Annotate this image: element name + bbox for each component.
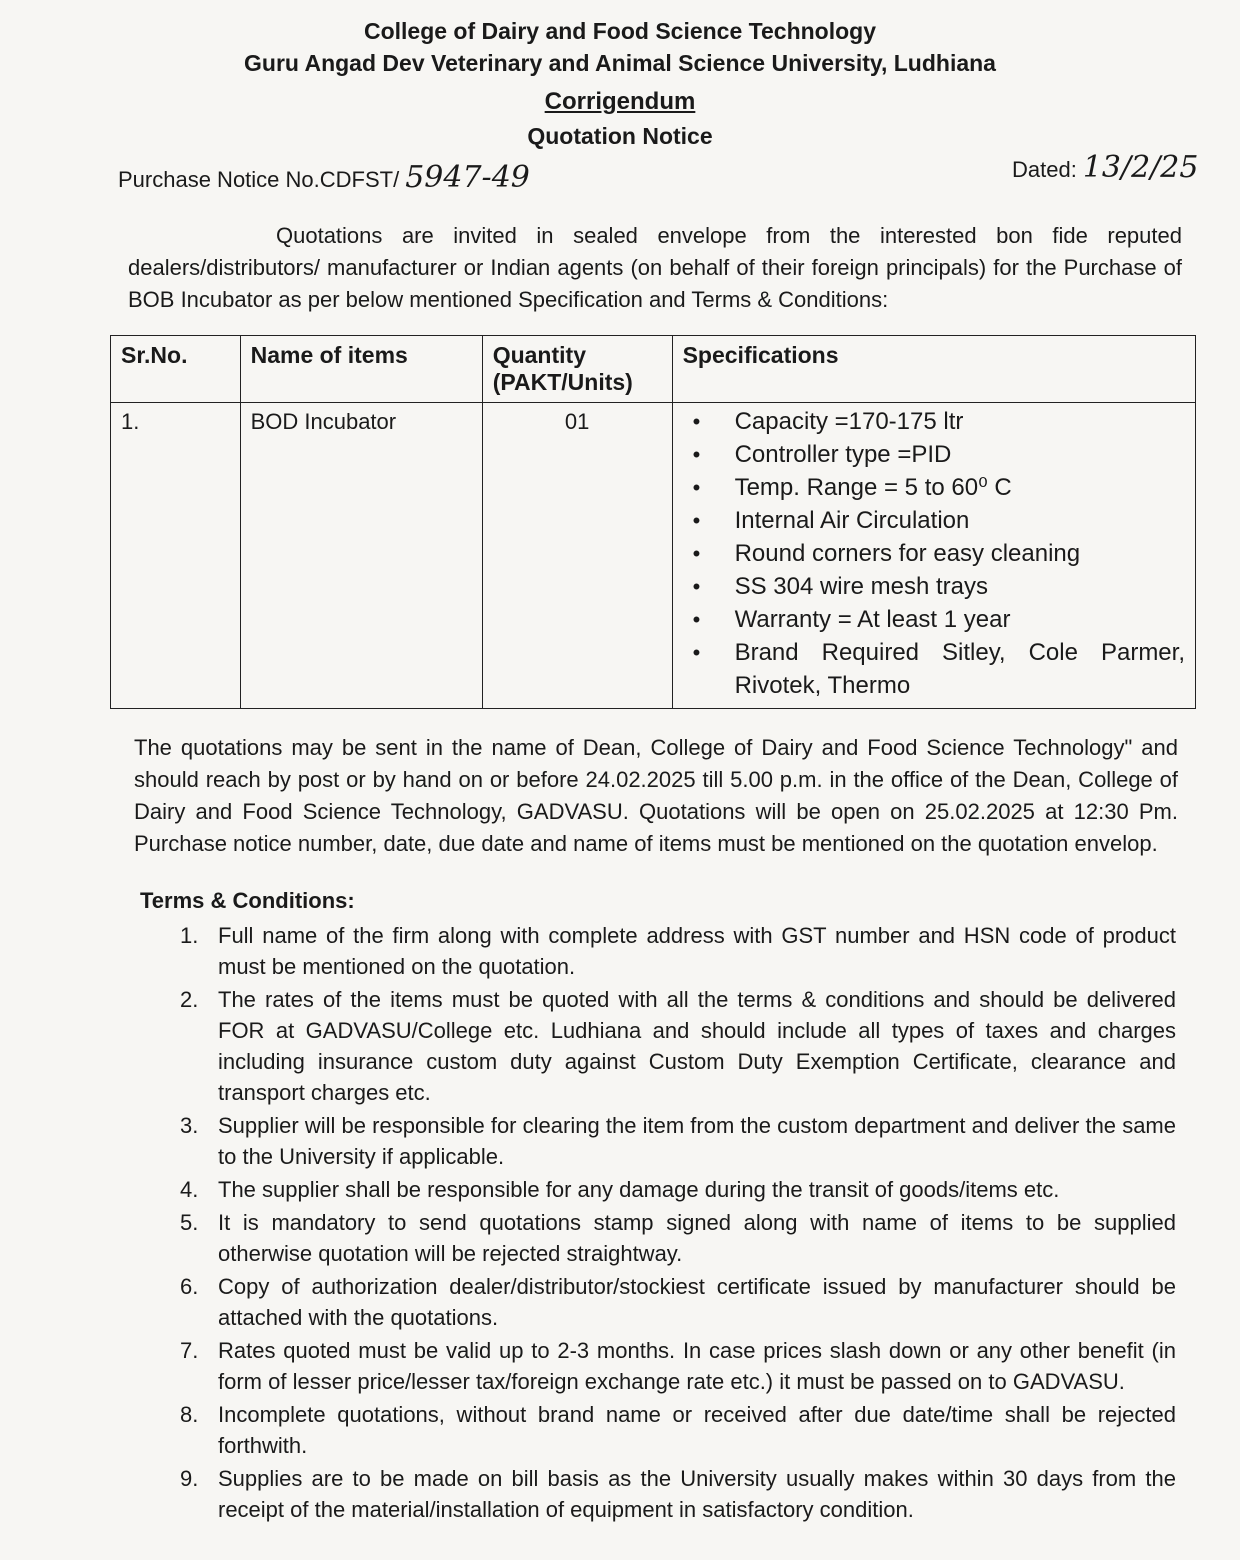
- term-number: 7.: [180, 1338, 199, 1363]
- list-item: [180, 1110, 1176, 1172]
- list-item: [180, 1463, 1176, 1525]
- cell-quantity: 01: [482, 403, 672, 709]
- term-number: 2.: [180, 987, 199, 1012]
- term-text: Incomplete quotations, without brand name or received after due date/time shall be rejected forthwith.: [218, 1402, 1176, 1458]
- term-text: Supplies are to be made on bill basis as the University usually makes within 30 days from the receipt of the material/installation of equipment in satisfactory condition.: [218, 1466, 1176, 1522]
- list-item: [180, 984, 1176, 1108]
- spec-item: • Brand Required Sitley, Cole Parmer, Rivotek, Thermo: [735, 636, 1185, 702]
- term-number: 4.: [180, 1177, 199, 1202]
- term-number: 9.: [180, 1466, 199, 1491]
- submission-paragraph: The quotations may be sent in the name of Dean, College of Dairy and Food Science Technology" and should reach by post or by hand on or before 24.02.2025 till 5.00 p.m. in the office of the Dean, College of Dairy and Food Science Technology, GADVASU. Quotations will be open on 25.02.2025 at 12:30 Pm. Purchase notice number, date, due date and name of items must be mentioned on the quotation envelop.: [134, 735, 1178, 856]
- list-item: [180, 1207, 1176, 1269]
- term-number: 5.: [180, 1210, 199, 1235]
- term-number: 6.: [180, 1274, 199, 1299]
- header-item-name: Name of items: [240, 336, 482, 403]
- term-text: Full name of the firm along with complete address with GST number and HSN code of product must be mentioned on the quotation.: [218, 923, 1176, 979]
- term-text: It is mandatory to send quotations stamp signed along with name of items to be supplied otherwise quotation will be rejected straightway.: [218, 1210, 1176, 1266]
- term-number: 1.: [180, 923, 199, 948]
- header-quantity: Quantity (PAKT/Units): [482, 336, 672, 403]
- spec-list: [683, 405, 1185, 702]
- term-text: Copy of authorization dealer/distributor/stockiest certificate issued by manufacturer should be attached with the quotations.: [218, 1274, 1176, 1330]
- notice-number-handwritten: 5947-49: [405, 160, 530, 195]
- college-name: College of Dairy and Food Science Technology: [363, 18, 877, 44]
- term-number: 8.: [180, 1402, 199, 1427]
- table-header-row: [111, 336, 1196, 403]
- header-srno: Sr.No.: [111, 336, 241, 403]
- term-number: 3.: [180, 1113, 199, 1138]
- cell-specifications: [672, 403, 1195, 709]
- table-row: [111, 403, 1196, 709]
- notice-label: Purchase Notice No.CDFST/: [118, 167, 400, 192]
- terms-title: Terms & Conditions:: [140, 888, 355, 913]
- cell-srno: 1.: [111, 403, 241, 709]
- intro-paragraph: Quotations are invited in sealed envelope from the interested bon fide reputed dealers/distributors/ manufacturer or Indian agents (on behalf of their foreign principals) for the Purchase of BOB Incubator as per below mentioned Specification and Terms & Conditions:: [128, 223, 1182, 312]
- terms-list: [180, 920, 1176, 1527]
- university-name: Guru Angad Dev Veterinary and Animal Science University, Ludhiana: [244, 50, 996, 76]
- purchase-notice-number: [118, 160, 530, 195]
- corrigendum-title: Corrigendum: [544, 88, 696, 115]
- spec-item: • Controller type =PID: [735, 438, 1185, 471]
- term-text: The supplier shall be responsible for any damage during the transit of goods/items etc.: [218, 1177, 1060, 1202]
- spec-item: • Capacity =170-175 ltr: [735, 405, 1185, 438]
- header-specifications: Specifications: [672, 336, 1195, 403]
- spec-item: • Temp. Range = 5 to 60⁰ C: [735, 471, 1185, 504]
- dated-label: Dated:: [1012, 157, 1077, 182]
- list-item: [180, 920, 1176, 982]
- list-item: [180, 1271, 1176, 1333]
- notice-type: Quotation Notice: [527, 123, 713, 149]
- cell-item-name: BOD Incubator: [240, 403, 482, 709]
- spec-item: • Warranty = At least 1 year: [735, 603, 1185, 636]
- term-text: Supplier will be responsible for clearing the item from the custom department and deliver the same to the University if applicable.: [218, 1113, 1176, 1169]
- notice-date: [1012, 150, 1198, 185]
- term-text: Rates quoted must be valid up to 2-3 months. In case prices slash down or any other benefit (in form of lesser price/lesser tax/foreign exchange rate etc.) it must be passed on to GADVASU.: [218, 1338, 1176, 1394]
- spec-item: • Internal Air Circulation: [735, 504, 1185, 537]
- term-text: The rates of the items must be quoted with all the terms & conditions and should be delivered FOR at GADVASU/College etc. Ludhiana and should include all types of taxes and charges including insurance custom duty against Custom Duty Exemption Certificate, clearance and transport charges etc.: [218, 987, 1176, 1105]
- list-item: [180, 1335, 1176, 1397]
- list-item: [180, 1174, 1176, 1205]
- spec-item: • SS 304 wire mesh trays: [735, 570, 1185, 603]
- list-item: [180, 1399, 1176, 1461]
- spec-item: • Round corners for easy cleaning: [735, 537, 1185, 570]
- dated-value-handwritten: 13/2/25: [1082, 150, 1199, 185]
- items-table: [110, 335, 1196, 709]
